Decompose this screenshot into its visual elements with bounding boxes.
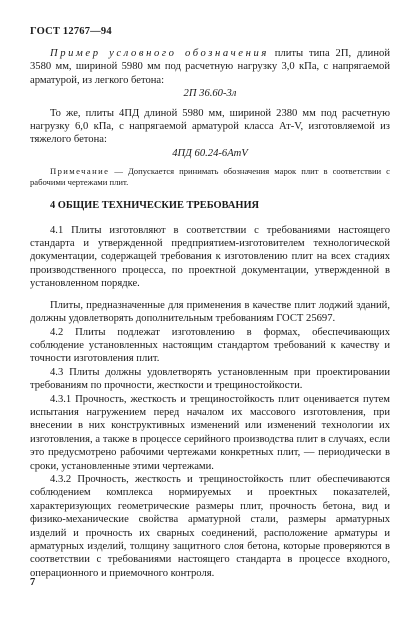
example-label-tail: плиты <box>274 48 304 59</box>
paragraph-4-3-1: 4.3.1 Прочность, жесткость и трещиностойкость плит оценивается путем испытания нагружением перед началом их массового изготовления, при внесении в них конструктивных изменений или изменений технологии их изготовления, а также в процессе серийного производства плит в случаях, если это предусмотрено рабочими чертежами конкретных плит, — периодически в сроки, установленные этими чертежами. <box>30 393 390 472</box>
paragraph-4-2: 4.2 Плиты подлежат изготовлению в формах, обеспечивающих соблюдение установленных настоящим стандартом требований к качеству и точности изготовления плит. <box>30 326 390 365</box>
paragraph-4-3-2: 4.3.2 Прочность, жесткость и трещиностойкость плит обеспечиваются соблюдением комплекса нормируемых и проектных показателей, характеризующих геометрические размеры плит, прочность бетона, вид и физико-механические свойства арматурной стали, размеры арматурных изделий и прочность их сварных соединений, расположение арматуры и арматурных изделий, толщину защитного слоя бетона, которые проверяются в соответствии с требованиями настоящего стандарта в процессе входного, операционного и приемочного контроля. <box>30 473 390 579</box>
example-label: Пример условного обозначения <box>50 48 269 59</box>
example-text: типа 2П, длиной 3580 мм, шириной 5980 мм под расчетную нагрузку 3,0 кПа, с напрягаемой арматурой, из легкого бетона: <box>30 48 390 86</box>
note-text: — Допускается принимать обозначения марок плит в соответствии с рабочими чертежами плит. <box>30 166 390 188</box>
example-paragraph-2: То же, плиты 4ПД длиной 5980 мм, шириной 2380 мм под расчетную нагрузку 6,0 кПа, с напрягаемой арматурой класса Ат-V, изготовляемой из тяжелого бетона: <box>30 107 390 146</box>
page-body <box>30 47 390 580</box>
paragraph-lodge: Плиты, предназначенные для применения в качестве плит лоджий зданий, должны удовлетворять дополнительным требованиям ГОСТ 25697. <box>30 299 390 325</box>
note-paragraph <box>30 166 390 188</box>
paragraph-4-1: 4.1 Плиты изготовляют в соответствии с требованиями настоящего стандарта и утвержденной предприятием-изготовителем технологической документации, содержащей требования к изготовлению плит на всех стадиях производственного процесса, по проектной документации, утвержденной в установленном порядке. <box>30 224 390 290</box>
page-number: 7 <box>30 577 36 588</box>
designation-formula-2: 4ПД 60.24-6АтV <box>172 147 248 159</box>
example-paragraph <box>30 47 390 87</box>
document-header-code: ГОСТ 12767—94 <box>30 26 112 37</box>
spacer <box>30 291 390 299</box>
designation-formula-1: 2П 36.60-3л <box>183 88 237 100</box>
paragraph-4-3: 4.3 Плиты должны удовлетворять установленным при проектировании требованиям по прочности, жесткости и трещиностойкости. <box>30 366 390 392</box>
note-label: Примечание <box>50 166 110 177</box>
section-title: 4 ОБЩИЕ ТЕХНИЧЕСКИЕ ТРЕБОВАНИЯ <box>50 200 260 212</box>
